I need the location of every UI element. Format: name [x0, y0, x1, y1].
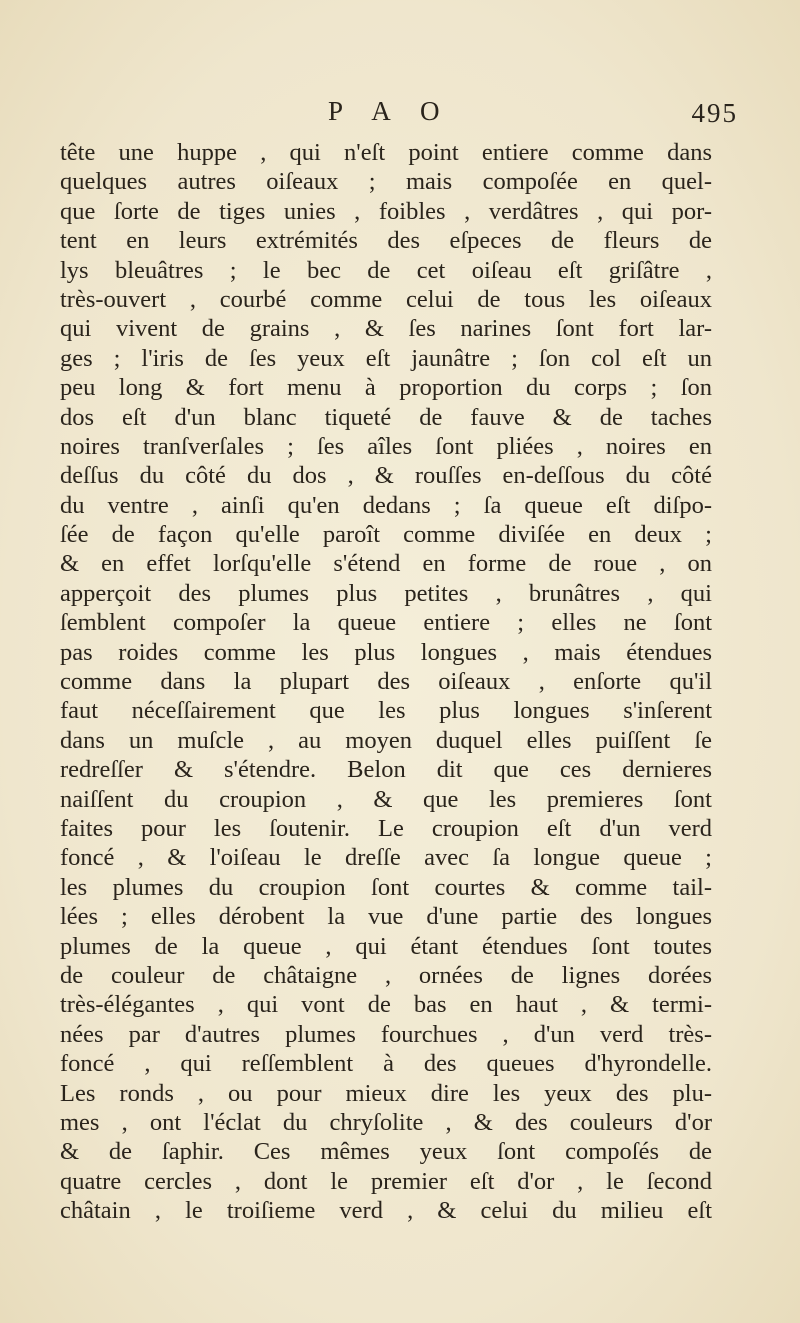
text-line: châtain , le troiſieme verd , & celui du milieu eſt [60, 1197, 712, 1225]
running-head: P A O [328, 96, 452, 126]
text-line: dans un muſcle , au moyen duquel elles puiſſent ſe [60, 726, 712, 754]
text-line: foncé , & l'oiſeau le dreſſe avec ſa longue queue ; [60, 844, 712, 872]
text-line: du ventre , ainſi qu'en dedans ; ſa queue eſt diſpo- [60, 491, 712, 519]
text-line: dos eſt d'un blanc tiqueté de fauve & de taches [60, 403, 712, 431]
text-line: pas roides comme les plus longues , mais étendues [60, 638, 712, 666]
text-line: qui vivent de grains , & ſes narines ſont fort lar- [60, 315, 712, 343]
text-line: & de ſaphir. Ces mêmes yeux ſont compoſés de [60, 1138, 712, 1166]
page-header [60, 96, 740, 140]
page-number: 495 [691, 98, 738, 128]
text-line: redreſſer & s'étendre. Belon dit que ces dernieres [60, 756, 712, 784]
text-line: mes , ont l'éclat du chryſolite , & des couleurs d'or [60, 1108, 712, 1136]
text-line: deſſus du côté du dos , & rouſſes en-deſſous du côté [60, 462, 712, 490]
text-line: Les ronds , ou pour mieux dire les yeux des plu- [60, 1079, 712, 1107]
text-line: comme dans la plupart des oiſeaux , enſorte qu'il [60, 668, 712, 696]
text-line: tent en leurs extrémités des eſpeces de fleurs de [60, 227, 712, 255]
text-line: apperçoit des plumes plus petites , brunâtres , qui [60, 579, 712, 607]
text-line: de couleur de châtaigne , ornées de lignes dorées [60, 961, 712, 989]
text-line: ſemblent compoſer la queue entiere ; elles ne ſont [60, 609, 712, 637]
text-line: lys bleuâtres ; le bec de cet oiſeau eſt griſâtre , [60, 256, 712, 284]
text-line: très-élégantes , qui vont de bas en haut , & termi- [60, 991, 712, 1019]
text-line: & en effet lorſqu'elle s'étend en forme de roue , on [60, 550, 712, 578]
text-line: les plumes du croupion ſont courtes & comme tail- [60, 873, 712, 901]
text-line: naiſſent du croupion , & que les premieres ſont [60, 785, 712, 813]
text-line: nées par d'autres plumes fourchues , d'un verd très- [60, 1020, 712, 1048]
text-line: faut néceſſairement que les plus longues s'inſerent [60, 697, 712, 725]
text-line: tête une huppe , qui n'eſt point entiere comme dans [60, 139, 712, 166]
text-line: que ſorte de tiges unies , foibles , verdâtres , qui por- [60, 197, 712, 225]
text-line: peu long & fort menu à proportion du corps ; ſon [60, 374, 712, 402]
text-line: quatre cercles , dont le premier eſt d'or , le ſecond [60, 1167, 712, 1195]
text-line: lées ; elles dérobent la vue d'une partie des longues [60, 903, 712, 931]
body-text [60, 138, 712, 1225]
text-line: noires tranſverſales ; ſes aîles ſont pliées , noires en [60, 432, 712, 460]
text-line: plumes de la queue , qui étant étendues ſont toutes [60, 932, 712, 960]
text-line: foncé , qui reſſemblent à des queues d'hyrondelle. [60, 1050, 712, 1078]
text-line: faites pour les ſoutenir. Le croupion eſt d'un verd [60, 814, 712, 842]
text-line: très-ouvert , courbé comme celui de tous les oiſeaux [60, 285, 712, 313]
text-line: quelques autres oiſeaux ; mais compoſée en quel- [60, 168, 712, 196]
text-line: ges ; l'iris de ſes yeux eſt jaunâtre ; ſon col eſt un [60, 344, 712, 372]
text-line: ſée de façon qu'elle paroît comme diviſée en deux ; [60, 521, 712, 549]
